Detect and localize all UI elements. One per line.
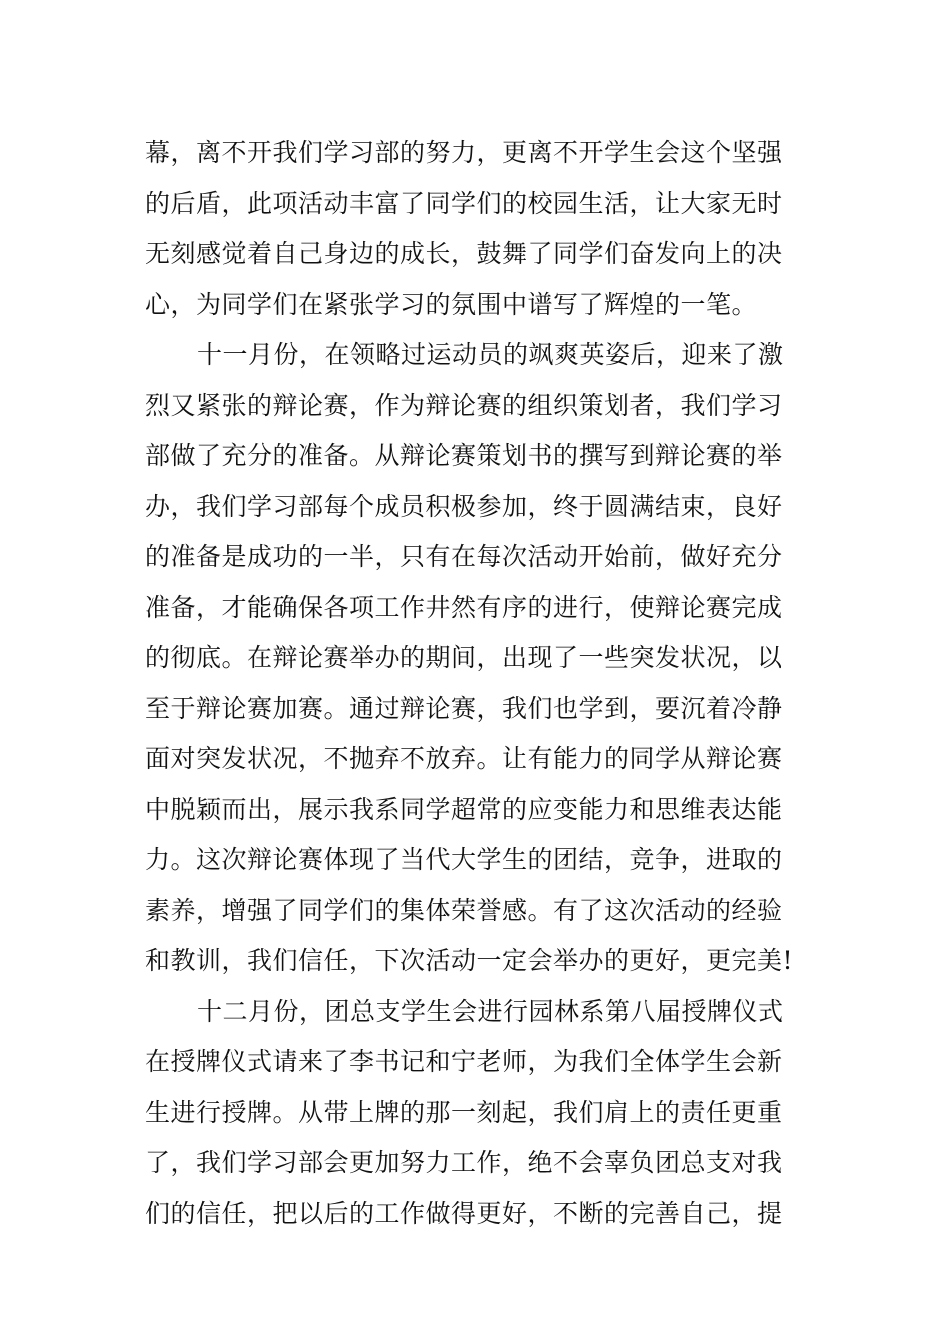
text-line: 中脱颖而出，展示我系同学超常的应变能力和思维表达能 — [145, 794, 783, 824]
text-line: 在授牌仪式请来了李书记和宁老师，为我们全体学生会新 — [145, 1047, 783, 1076]
paragraph-1 — [145, 128, 807, 330]
text-line: 的后盾，此项活动丰富了同学们的校园生活，让大家无时 — [145, 188, 783, 218]
text-line: 的准备是成功的一半，只有在每次活动开始前，做好充分 — [145, 542, 783, 571]
text-line: 们的信任，把以后的工作做得更好，不断的完善自己，提 — [145, 1198, 783, 1228]
text-line: 幕，离不开我们学习部的努力，更离不开学生会这个坚强 — [145, 138, 783, 167]
text-line: 力。这次辩论赛体现了当代大学生的团结，竞争，进取的 — [145, 845, 783, 874]
text-line: 了，我们学习部会更加努力工作，绝不会辜负团总支对我 — [145, 1148, 783, 1177]
text-line: 十一月份，在领略过运动员的飒爽英姿后，迎来了激 — [197, 340, 784, 369]
text-line: 的彻底。在辩论赛举办的期间，出现了一些突发状况，以 — [145, 643, 783, 672]
text-line: 生进行授牌。从带上牌的那一刻起，我们肩上的责任更重 — [145, 1097, 783, 1127]
text-line: 无刻感觉着自己身边的成长，鼓舞了同学们奋发向上的决 — [145, 239, 783, 268]
text-line: 办，我们学习部每个成员积极参加，终于圆满结束，良好 — [145, 491, 783, 521]
text-line: 面对突发状况，不抛弃不放弃。让有能力的同学从辩论赛 — [145, 744, 783, 773]
text-line: 心，为同学们在紧张学习的氛围中谱写了辉煌的一笔。 — [145, 289, 758, 319]
text-line: 烈又紧张的辩论赛，作为辩论赛的组织策划者，我们学习 — [145, 390, 783, 420]
text-line: 和教训，我们信任，下次活动一定会举办的更好，更完美! — [145, 946, 794, 975]
text-line: 准备，才能确保各项工作井然有序的进行，使辩论赛完成 — [145, 592, 783, 622]
document-body — [145, 128, 807, 1239]
text-line: 至于辩论赛加赛。通过辩论赛，我们也学到，要沉着冷静 — [145, 693, 783, 723]
paragraph-3 — [145, 987, 807, 1240]
text-line: 素养，增强了同学们的集体荣誉感。有了这次活动的经验 — [145, 895, 783, 925]
text-line: 部做了充分的准备。从辩论赛策划书的撰写到辩论赛的举 — [145, 441, 783, 470]
paragraph-2 — [145, 330, 807, 987]
text-line: 十二月份，团总支学生会进行园林系第八届授牌仪式 — [197, 996, 784, 1026]
